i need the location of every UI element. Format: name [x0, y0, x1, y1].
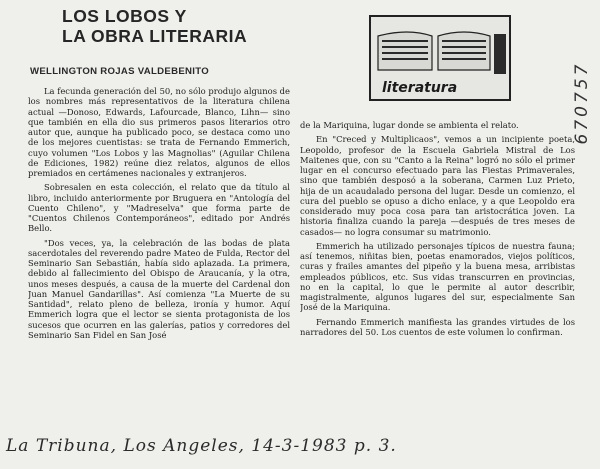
paragraph: En "Creced y Multiplicaos", vemos a un incipiente poeta, Leopoldo, profesor de la Escuela Gabriela Mistral de Los Maitenes que, con su "Canto a la Reina" logró no sólo el primer lugar en el concurso efectuado para las Fiestas Primaverales, sino que también desposó a la soberana, Carmen Luz Prieto, hija de un acaudalado persona del lugar. Desde un comienzo, el cura del pueblo se opuso a dicho enlace, y a que Leopoldo era considerado muy poca cosa para tan aristocrática joven. La historia finaliza cuando la pareja —después de tres meses de casados— no logra consumar su matrimonio. [300, 134, 575, 237]
handwritten-source-citation: La Tribuna, Los Angeles, 14-3-1983 p. 3. [6, 436, 397, 456]
article-body-left-column [28, 86, 290, 436]
paragraph: Fernando Emmerich manifiesta las grandes virtudes de los narradores del 50. Los cuentos de este volumen lo confirman. [300, 316, 575, 337]
catalog-number-text: 670757 [572, 61, 592, 145]
article-title: LOS LOBOS Y LA OBRA LITERARIA [62, 6, 248, 46]
paragraph: Emmerich ha utilizado personajes típicos de nuestra fauna; así tenemos, niñitas bien, poetas enamorados, viejos políticos, curas y frailes amantes del pipeño y la buena mesa, arribistas empleados públicos, etc. Sus vidas transcurren en provincias, no en la capital, lo que le permite al autor describir, magistralmente, algunos lugares del sur, especialmente San José de la Mariquina. [300, 240, 575, 313]
author-byline: WELLINGTON ROJAS VALDEBENITO [30, 66, 209, 77]
paragraph: "Dos veces, ya, la celebración de las bodas de plata sacerdotales del reverendo padre Mateo de Fulda, Rector del Seminario San Sebastián, había sido aplazada. La primera, debido al fallecimiento del Obispo de Araucanía, y la otra, unos meses después, a causa de la muerte del Cardenal don Juan Manuel Gandarillas". Así comienza "La Muerte de su Santidad", relato pleno de belleza, ironía y humor. Aquí Emmerich logra que el lector se sienta protagonista de los sucesos que ocurren en las galerías, patios y corredores del Seminario San Fidel en San José [28, 237, 290, 340]
paragraph: La fecunda generación del 50, no sólo produjo algunos de los nombres más representativos de la literatura chilena actual —Donoso, Edwards, Lafourcade, Blanco, Lihn— sino que también en ella dio sus primeros pasos literarios otro autor que, aunque ha publicado poco, se destaca como uno de los mejores cuentistas: se trata de Fernando Emmerich, cuyo volumen "Los Lobos y las Magnolias" (Aguilar Chilena de Ediciones, 1982) reúne diez relatos, algunos de ellos premiados en certámenes nacionales y extranjeros. [28, 86, 290, 178]
article-body-right-column [300, 120, 575, 434]
paragraph: de la Mariquina, lugar donde se ambienta el relato. [300, 120, 519, 130]
paragraph: Sobresalen en esta colección, el relato que da título al libro, incluido anteriormente por Bruguera en "Antología del Cuento Chileno", y "Madreselva" que forma parte de "Cuentos Chilenos Contemporáneos", editado por Andrés Bello. [28, 182, 290, 234]
section-label: literatura [382, 80, 458, 96]
